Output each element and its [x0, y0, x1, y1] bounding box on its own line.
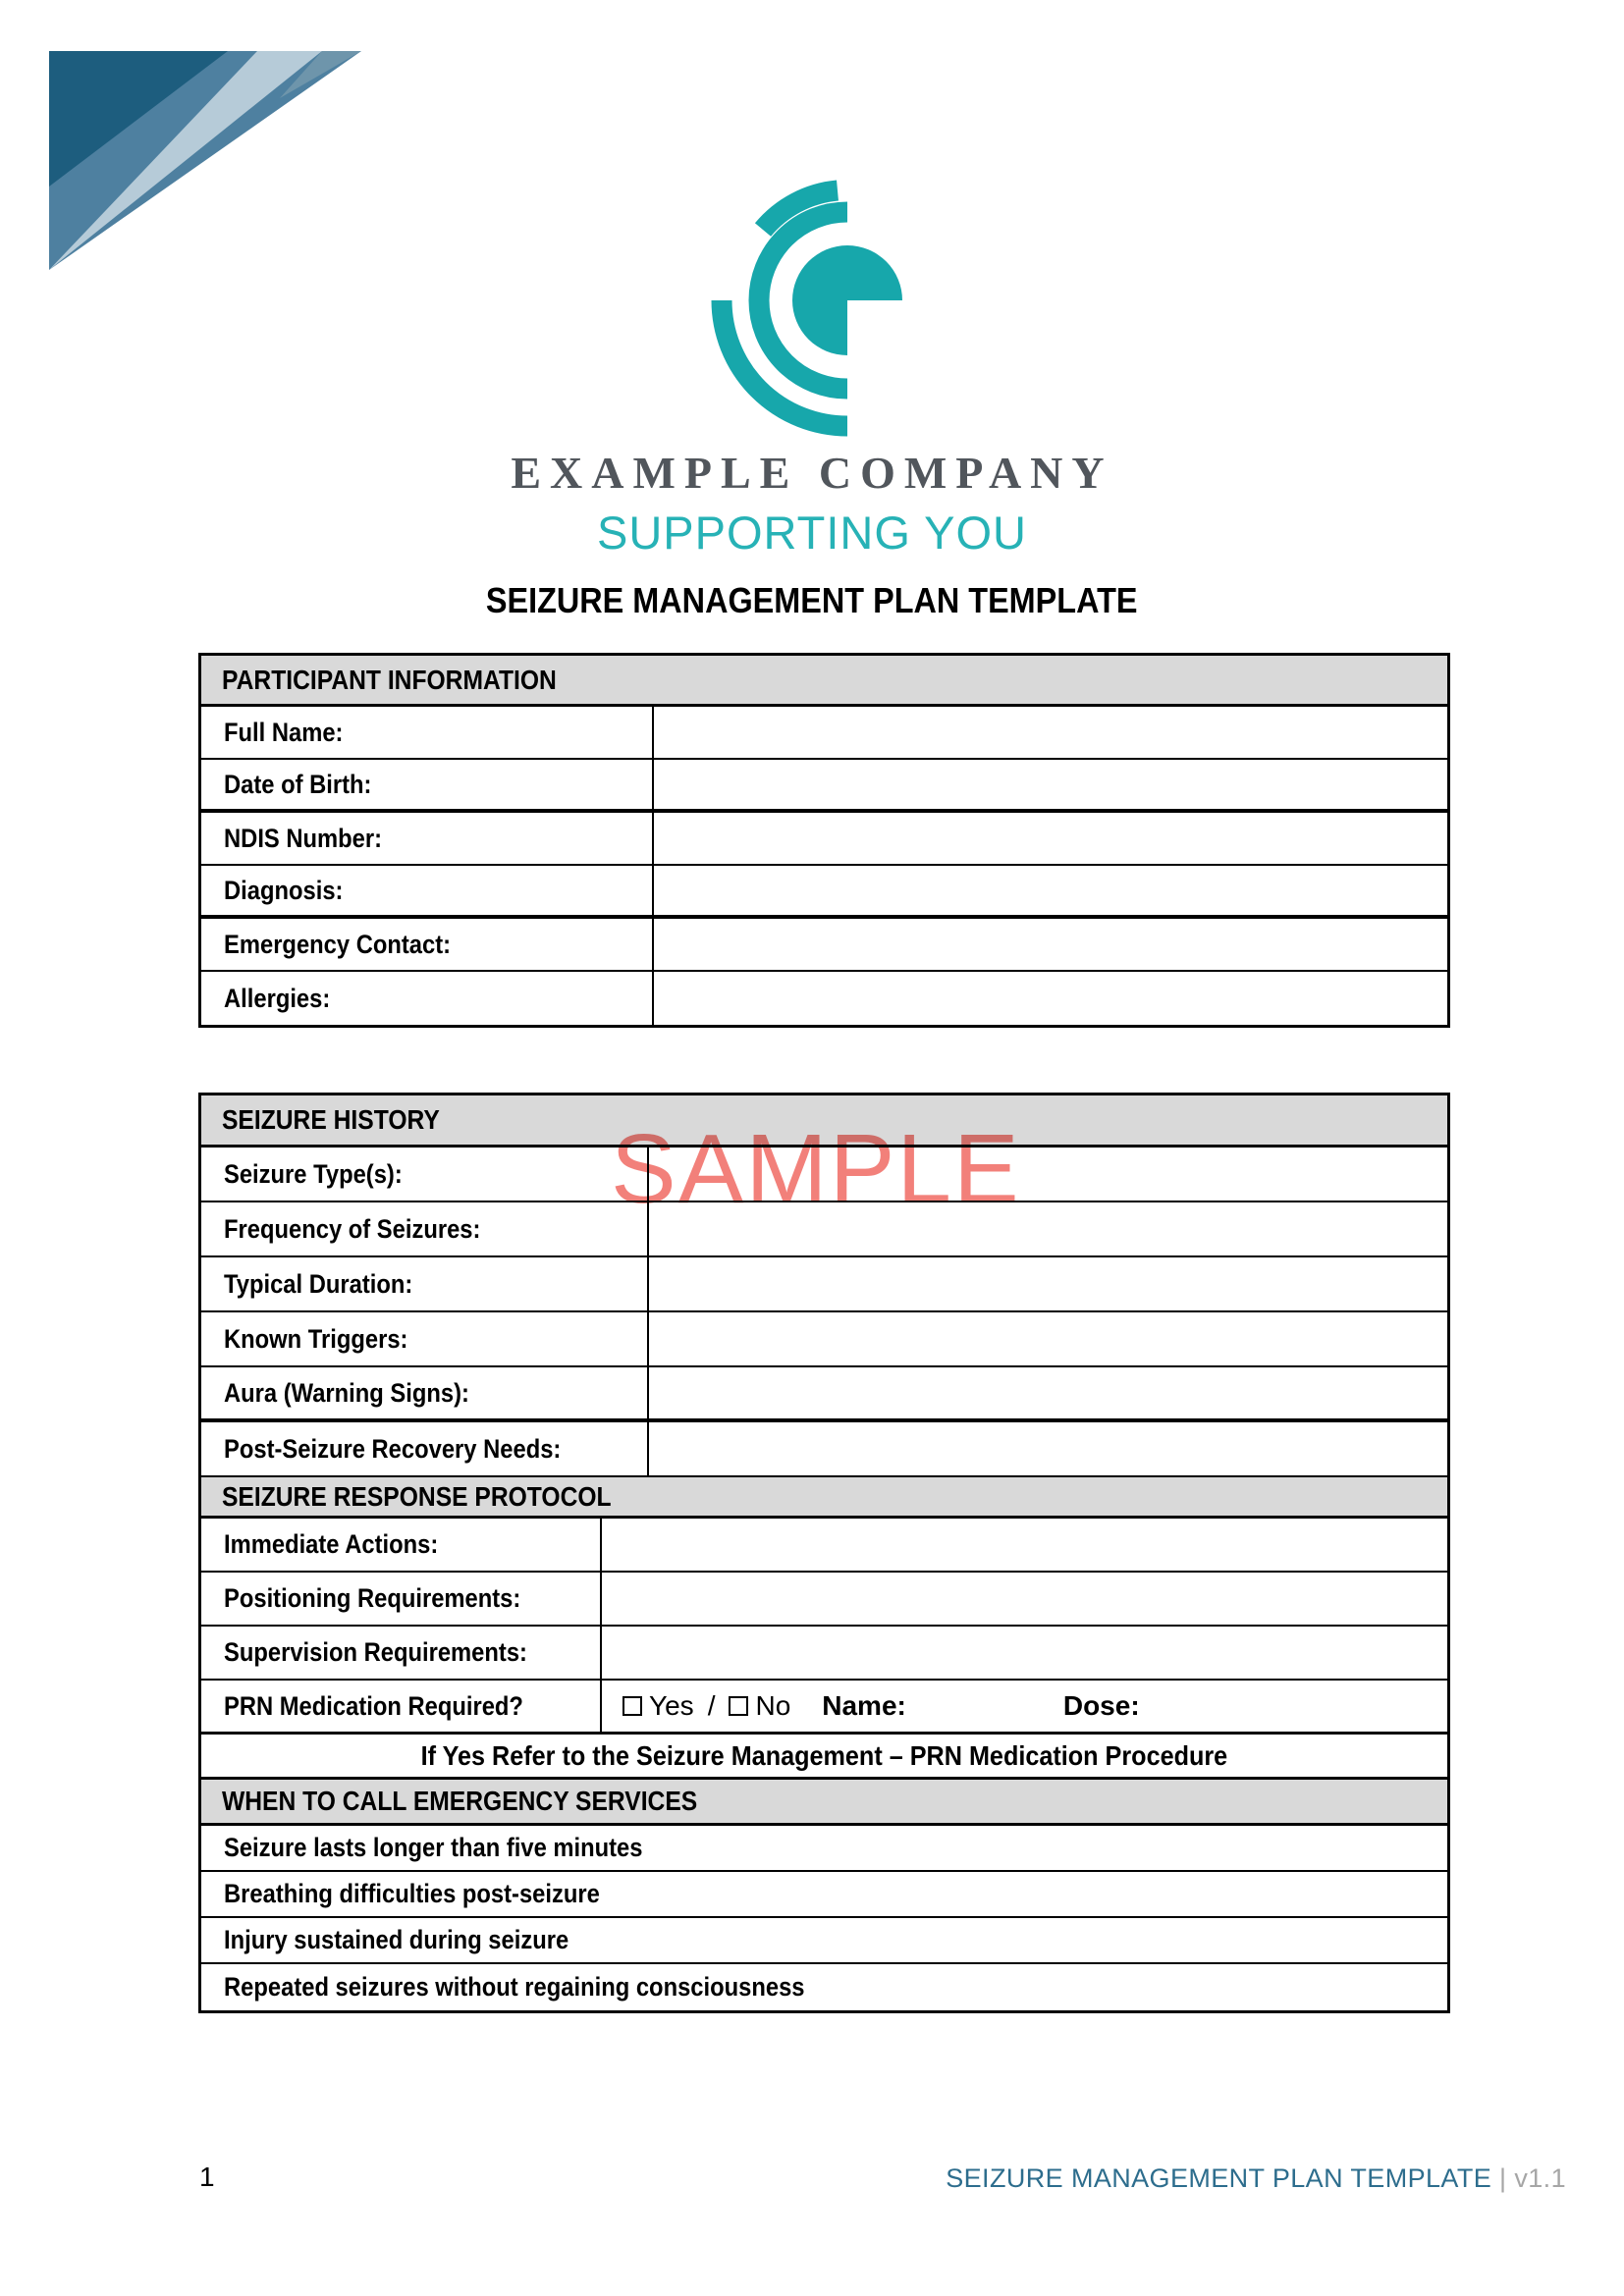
recovery-needs-field[interactable] — [649, 1422, 1447, 1475]
emergency-item: Breathing difficulties post-seizure — [224, 1879, 600, 1908]
emergency-item-row — [201, 1826, 1447, 1872]
table-row — [201, 1312, 1447, 1367]
date-of-birth-field[interactable] — [654, 760, 1447, 809]
protocol-section-header — [201, 1477, 1447, 1519]
aura-field[interactable] — [649, 1367, 1447, 1418]
emergency-item: Injury sustained during seizure — [224, 1925, 569, 1954]
full-name-field[interactable] — [654, 707, 1447, 758]
section-title: PARTICIPANT INFORMATION — [222, 664, 557, 695]
prn-no-checkbox[interactable] — [729, 1696, 748, 1716]
positioning-field[interactable] — [602, 1573, 1447, 1625]
prn-separator: / — [707, 1690, 716, 1721]
row-label: Allergies: — [201, 972, 654, 1025]
triggers-field[interactable] — [649, 1312, 1447, 1365]
table-row — [201, 1519, 1447, 1573]
prn-yes-checkbox[interactable] — [623, 1696, 642, 1716]
emergency-item: Repeated seizures without regaining consciousness — [224, 1972, 805, 2002]
row-label: Immediate Actions: — [201, 1519, 602, 1571]
row-label: Full Name: — [201, 707, 654, 758]
diagnosis-field[interactable] — [654, 866, 1447, 915]
table-row — [201, 1257, 1447, 1312]
prn-medication-row — [201, 1681, 1447, 1735]
emergency-item-row — [201, 1918, 1447, 1964]
emergency-contact-field[interactable] — [654, 919, 1447, 970]
section-title: SEIZURE HISTORY — [222, 1104, 440, 1135]
emergency-item: Seizure lasts longer than five minutes — [224, 1833, 643, 1862]
row-label: Emergency Contact: — [201, 919, 654, 970]
emergency-section-header — [201, 1780, 1447, 1826]
table-row — [201, 1367, 1447, 1422]
prn-no-label: No — [755, 1690, 791, 1721]
prn-yes-label: Yes — [649, 1690, 694, 1721]
corner-decoration-icon — [0, 0, 412, 294]
seizure-plan-table — [198, 1093, 1450, 2013]
row-label: Diagnosis: — [201, 866, 654, 915]
section-title: WHEN TO CALL EMERGENCY SERVICES — [222, 1786, 698, 1816]
row-label: Post-Seizure Recovery Needs: — [201, 1422, 649, 1475]
company-tagline: SUPPORTING YOU — [597, 507, 1027, 559]
table-row — [201, 919, 1447, 972]
sample-watermark: SAMPLE — [611, 1114, 1021, 1224]
table-row — [201, 813, 1447, 866]
ndis-number-field[interactable] — [654, 813, 1447, 864]
prn-note: If Yes Refer to the Seizure Management – PRN Medication Procedure — [420, 1739, 1228, 1771]
footer — [946, 2163, 1566, 2194]
page-number: 1 — [199, 2162, 215, 2192]
table-row — [201, 866, 1447, 919]
footer-title: SEIZURE MANAGEMENT PLAN TEMPLATE — [946, 2163, 1492, 2193]
table-row — [201, 760, 1447, 813]
footer-version: v1.1 — [1514, 2163, 1566, 2193]
footer-separator: | — [1491, 2163, 1515, 2193]
table-row — [201, 972, 1447, 1025]
company-logo-icon — [710, 163, 985, 438]
allergies-field[interactable] — [654, 972, 1447, 1025]
row-label: Positioning Requirements: — [201, 1573, 602, 1625]
row-label: Aura (Warning Signs): — [201, 1367, 649, 1418]
immediate-actions-field[interactable] — [602, 1519, 1447, 1571]
row-label: PRN Medication Required? — [201, 1681, 602, 1732]
document-title: SEIZURE MANAGEMENT PLAN TEMPLATE — [486, 580, 1138, 620]
table-row — [201, 1422, 1447, 1477]
row-label: Frequency of Seizures: — [201, 1202, 649, 1255]
prn-options — [602, 1681, 1447, 1732]
row-label: Known Triggers: — [201, 1312, 649, 1365]
row-label: Date of Birth: — [201, 760, 654, 809]
section-title: SEIZURE RESPONSE PROTOCOL — [222, 1480, 612, 1512]
supervision-field[interactable] — [602, 1627, 1447, 1679]
row-label: NDIS Number: — [201, 813, 654, 864]
company-name: EXAMPLE COMPANY — [511, 448, 1113, 498]
participant-section-header — [201, 656, 1447, 707]
table-row — [201, 1573, 1447, 1627]
table-row — [201, 707, 1447, 760]
duration-field[interactable] — [649, 1257, 1447, 1310]
row-label: Seizure Type(s): — [201, 1148, 649, 1201]
row-label: Typical Duration: — [201, 1257, 649, 1310]
emergency-item-row — [201, 1872, 1447, 1918]
row-label: Supervision Requirements: — [201, 1627, 602, 1679]
prn-note-row — [201, 1735, 1447, 1780]
table-row — [201, 1627, 1447, 1681]
participant-information-table — [198, 653, 1450, 1028]
prn-name-label: Name: — [822, 1690, 906, 1721]
prn-dose-label: Dose: — [1062, 1690, 1140, 1721]
emergency-item-row — [201, 1964, 1447, 2010]
